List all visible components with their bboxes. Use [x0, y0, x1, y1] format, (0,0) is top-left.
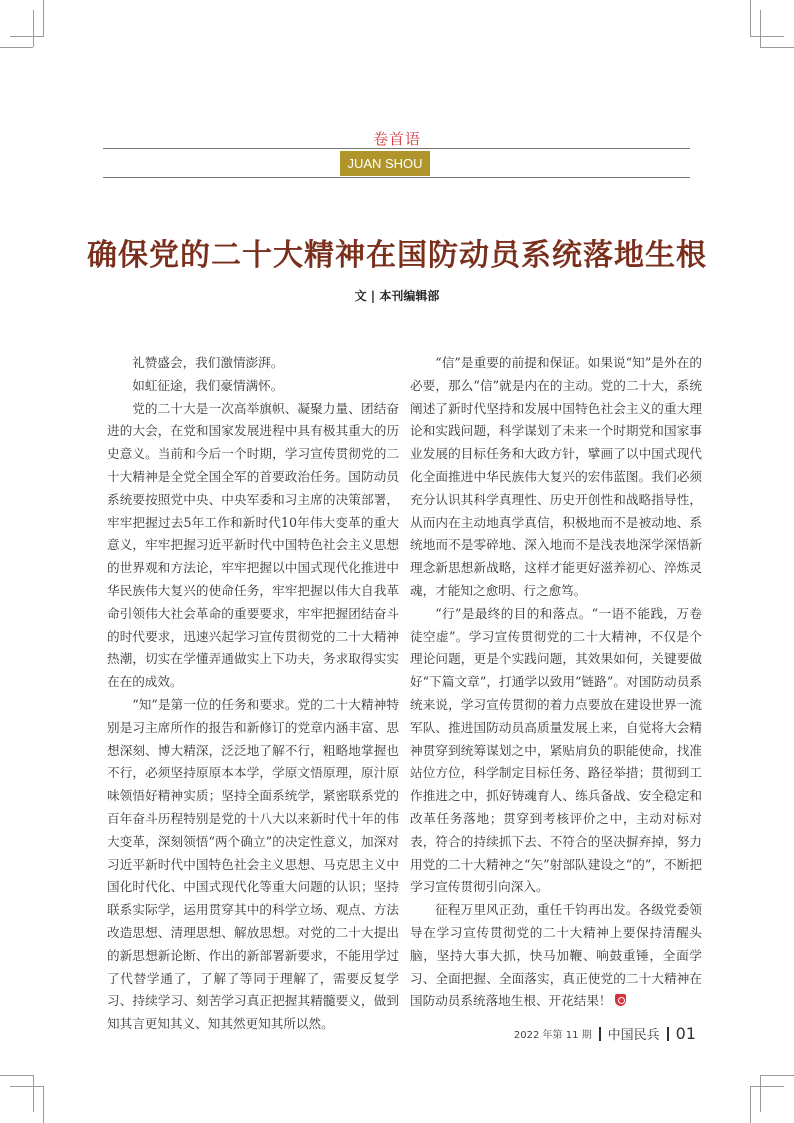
crop-mark-top-left: [43, 0, 44, 36]
footer-separator: [599, 1027, 601, 1041]
crop-mark-bottom-right: [760, 1075, 794, 1076]
paragraph: “信”是重要的前提和保证。如果说“知”是外在的必要，那么“信”就是内在的主动。党的二十大，系统阐述了新时代坚持和发展中国特色社会主义的重大理论和实践问题，科学谋划了未来一个时期党和国家事业发展的目标任务和大政方针，擘画了以中国式现代化全面推进中华民族伟大复兴的宏伟蓝图。我们必须充分认识其科学真理性、历史开创性和战略指导性，从而内在主动地真学真信，积极地而不是被动地、系统地而不是零碎地、深入地而不是浅表地深学深悟新理念新思想新战略，这样才能更好滋养初心、淬炼灵魂，才能知之愈明、行之愈笃。: [410, 355, 702, 598]
article-title: 确保党的二十大精神在国防动员系统落地生根: [87, 238, 707, 273]
header-rule-bottom: [103, 177, 690, 178]
paragraph: “行”是最终的目的和落点。“一语不能践，万卷徒空虚”。学习宣传贯彻党的二十大精神，不仅是个理论问题，更是个实践问题，其效果如何，关键要做好“下篇文章”，打通学以致用“链路”。对国防动员系统来说，学习宣传贯彻的着力点要放在建设世界一流军队、推进国防动员高质量发展上来，自觉将大会精神贯穿到统筹谋划之中，紧贴肩负的职能使命，找准站位方位，科学制定目标任务、路径举措；贯彻到工作推进之中，抓好铸魂育人、练兵备战、安全稳定和改革任务落地；贯穿到考核评价之中，主动对标对表，符合的持续抓下去、不符合的坚决摒弃掉，努力用党的二十大精神之“矢”射部队建设之“的”，不断把学习宣传贯彻引向深入。: [410, 605, 702, 895]
paragraph: “知”是第一位的任务和要求。党的二十大精神特别是习主席所作的报告和新修订的党章内涵丰富、思想深刻、博大精深，泛泛地了解不行，粗略地掌握也不行，必须坚持原原本本学，学原文悟原理，原汁原味领悟好精神实质；坚持全面系统学，紧密联系党的百年奋斗历程特别是党的十八大以来新时代十年的伟大变革，深刻领悟“两个确立”的决定性意义，加深对习近平新时代中国特色社会主义思想、马克思主义中国化时代化、中国式现代化等重大问题的认识；坚持联系实际学，运用贯穿其中的科学立场、观点、方法改造思想、清理思想、解放思想。对党的二十大提出的新思想新论断、作出的新部署新要求，不能用学过了代替学通了，了解了等同于理解了，需要反复学习、持续学习、刻苦学习真正把握其精髓要义，做到知其言更知其义、知其然更知其所以然。: [107, 696, 399, 1032]
crop-mark-top-left: [33, 10, 34, 47]
paragraph: 礼赞盛会，我们激情澎湃。: [132, 355, 284, 370]
footer-separator: [667, 1027, 669, 1041]
page-number: 01: [675, 1024, 696, 1043]
page-footer: [514, 1024, 696, 1043]
article-column-left: [107, 352, 399, 1036]
crop-mark-top-left: [0, 47, 33, 48]
paragraph-final: [410, 899, 702, 1013]
crop-mark-bottom-right: [750, 1086, 751, 1123]
paragraph: 如虹征途，我们豪情满怀。: [132, 377, 284, 393]
section-title-cn: 卷首语: [372, 130, 421, 148]
crop-mark-top-right: [760, 47, 794, 48]
crop-mark-bottom-left: [0, 1075, 33, 1076]
paragraph: 党的二十大是一次高举旗帜、凝聚力量、团结奋进的大会，在党和国家发展进程中具有极其重大的历史意义。当前和今后一个时期，学习宣传贯彻党的二十大精神是全党全国全军的首要政治任务。国防动员系统要按照党中央、中央军委和习主席的决策部署，牢牢把握过去5年工作和新时代10年伟大变革的重大意义，牢牢把握习近平新时代中国特色社会主义思想的世界观和方法论，牢牢把握以中国式现代化推进中华民族伟大复兴的使命任务，牢牢把握以伟大自我革命引领伟大社会革命的重要要求，牢牢把握团结奋斗的时代要求，迅速兴起学习宣传贯彻党的二十大精神热潮，切实在学懂弄通做实上下功夫，务求取得实实在在的成效。: [107, 400, 399, 690]
crop-mark-top-left: [10, 36, 44, 37]
article-byline: 文 | 本刊编辑部: [354, 289, 440, 303]
section-title-en: JUAN SHOU YU: [340, 151, 430, 176]
crop-mark-top-right: [750, 36, 784, 37]
article-column-right: [410, 352, 702, 1013]
crop-mark-top-right: [750, 0, 751, 36]
crop-mark-top-right: [760, 10, 761, 47]
magazine-name: 中国民兵: [607, 1028, 660, 1043]
crop-mark-bottom-left: [33, 1075, 34, 1112]
issue-label: 2022 年第 11 期: [513, 1030, 592, 1041]
crop-mark-bottom-right: [750, 1086, 784, 1087]
crop-mark-bottom-right: [760, 1075, 761, 1112]
crop-mark-bottom-left: [10, 1086, 44, 1087]
paragraph-text: 征程万里风正劲，重任千钧再出发。各级党委领导在学习宣传贯彻党的二十大精神上要保持清醒头脑，坚持大事大抓，快马加鞭、响鼓重锤，全面学习、全面把握、全面落实，真正使党的二十大精神在国防动员系统落地生根、开花结果！: [410, 902, 702, 1009]
magazine-end-mark-icon: [615, 994, 626, 1006]
header-rule-top: [103, 148, 690, 149]
crop-mark-bottom-left: [43, 1086, 44, 1123]
